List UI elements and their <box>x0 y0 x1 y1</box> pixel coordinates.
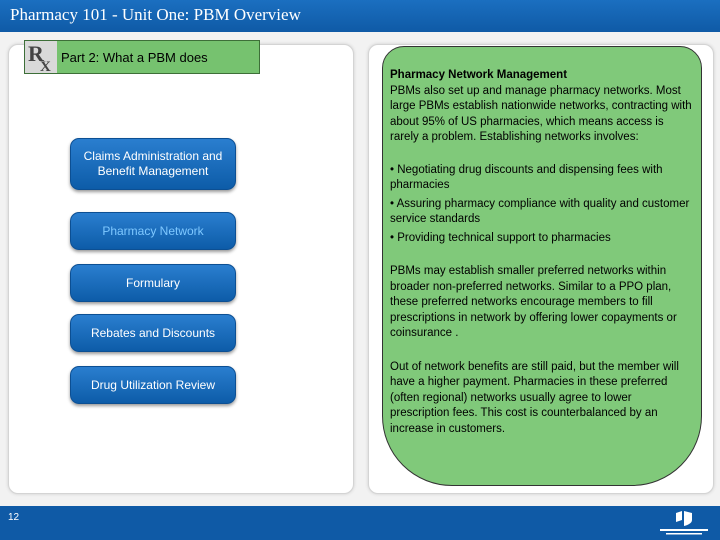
page-title: Pharmacy 101 - Unit One: PBM Overview <box>10 5 301 24</box>
page-number: 12 <box>8 512 20 523</box>
nav-claims-administration[interactable]: Claims Administration and Benefit Management <box>70 138 236 190</box>
footer-bar <box>0 506 720 540</box>
section-header <box>24 40 260 74</box>
content-bullet: • Providing technical support to pharmacies <box>390 231 611 244</box>
section-label: Part 2: What a PBM does <box>61 50 208 65</box>
title-bar <box>0 0 720 32</box>
content-heading: Pharmacy Network Management <box>390 69 568 81</box>
content-paragraph: Out of network benefits are still paid, but the member will have a higher payment. Pharmacies in these preferred (often regional) networks usually agree to lower prescription fees. This cost is counterbalanced by an increase in customers. <box>390 360 679 435</box>
content-paragraph: PBMs may establish smaller preferred networks within broader non-preferred networks. Similar to a PPO plan, these preferred networks encourage members to fill prescriptions in network by offering lower copayments or coinsurance . <box>390 265 677 339</box>
nav-drug-utilization-review[interactable]: Drug Utilization Review <box>70 366 236 404</box>
rx-icon <box>25 41 57 73</box>
svg-text:R: R <box>28 41 44 66</box>
nav-rebates-and-discounts[interactable]: Rebates and Discounts <box>70 314 236 352</box>
content-intro: PBMs also set up and manage pharmacy networks. Most large PBMs establish nationwide networks, contracting with about 95% of US pharmacies, which means access is rarely a problem. Establishing networks involves: <box>390 84 692 143</box>
nav-pharmacy-network[interactable]: Pharmacy Network <box>70 212 236 250</box>
content-text <box>390 68 692 437</box>
bcbs-logo-icon <box>656 510 712 538</box>
svg-text:X: X <box>40 59 51 73</box>
nav-formulary[interactable]: Formulary <box>70 264 236 302</box>
content-bullet: • Negotiating drug discounts and dispensing fees with pharmacies <box>390 163 663 191</box>
content-bullet: • Assuring pharmacy compliance with quality and customer service standards <box>390 197 690 225</box>
